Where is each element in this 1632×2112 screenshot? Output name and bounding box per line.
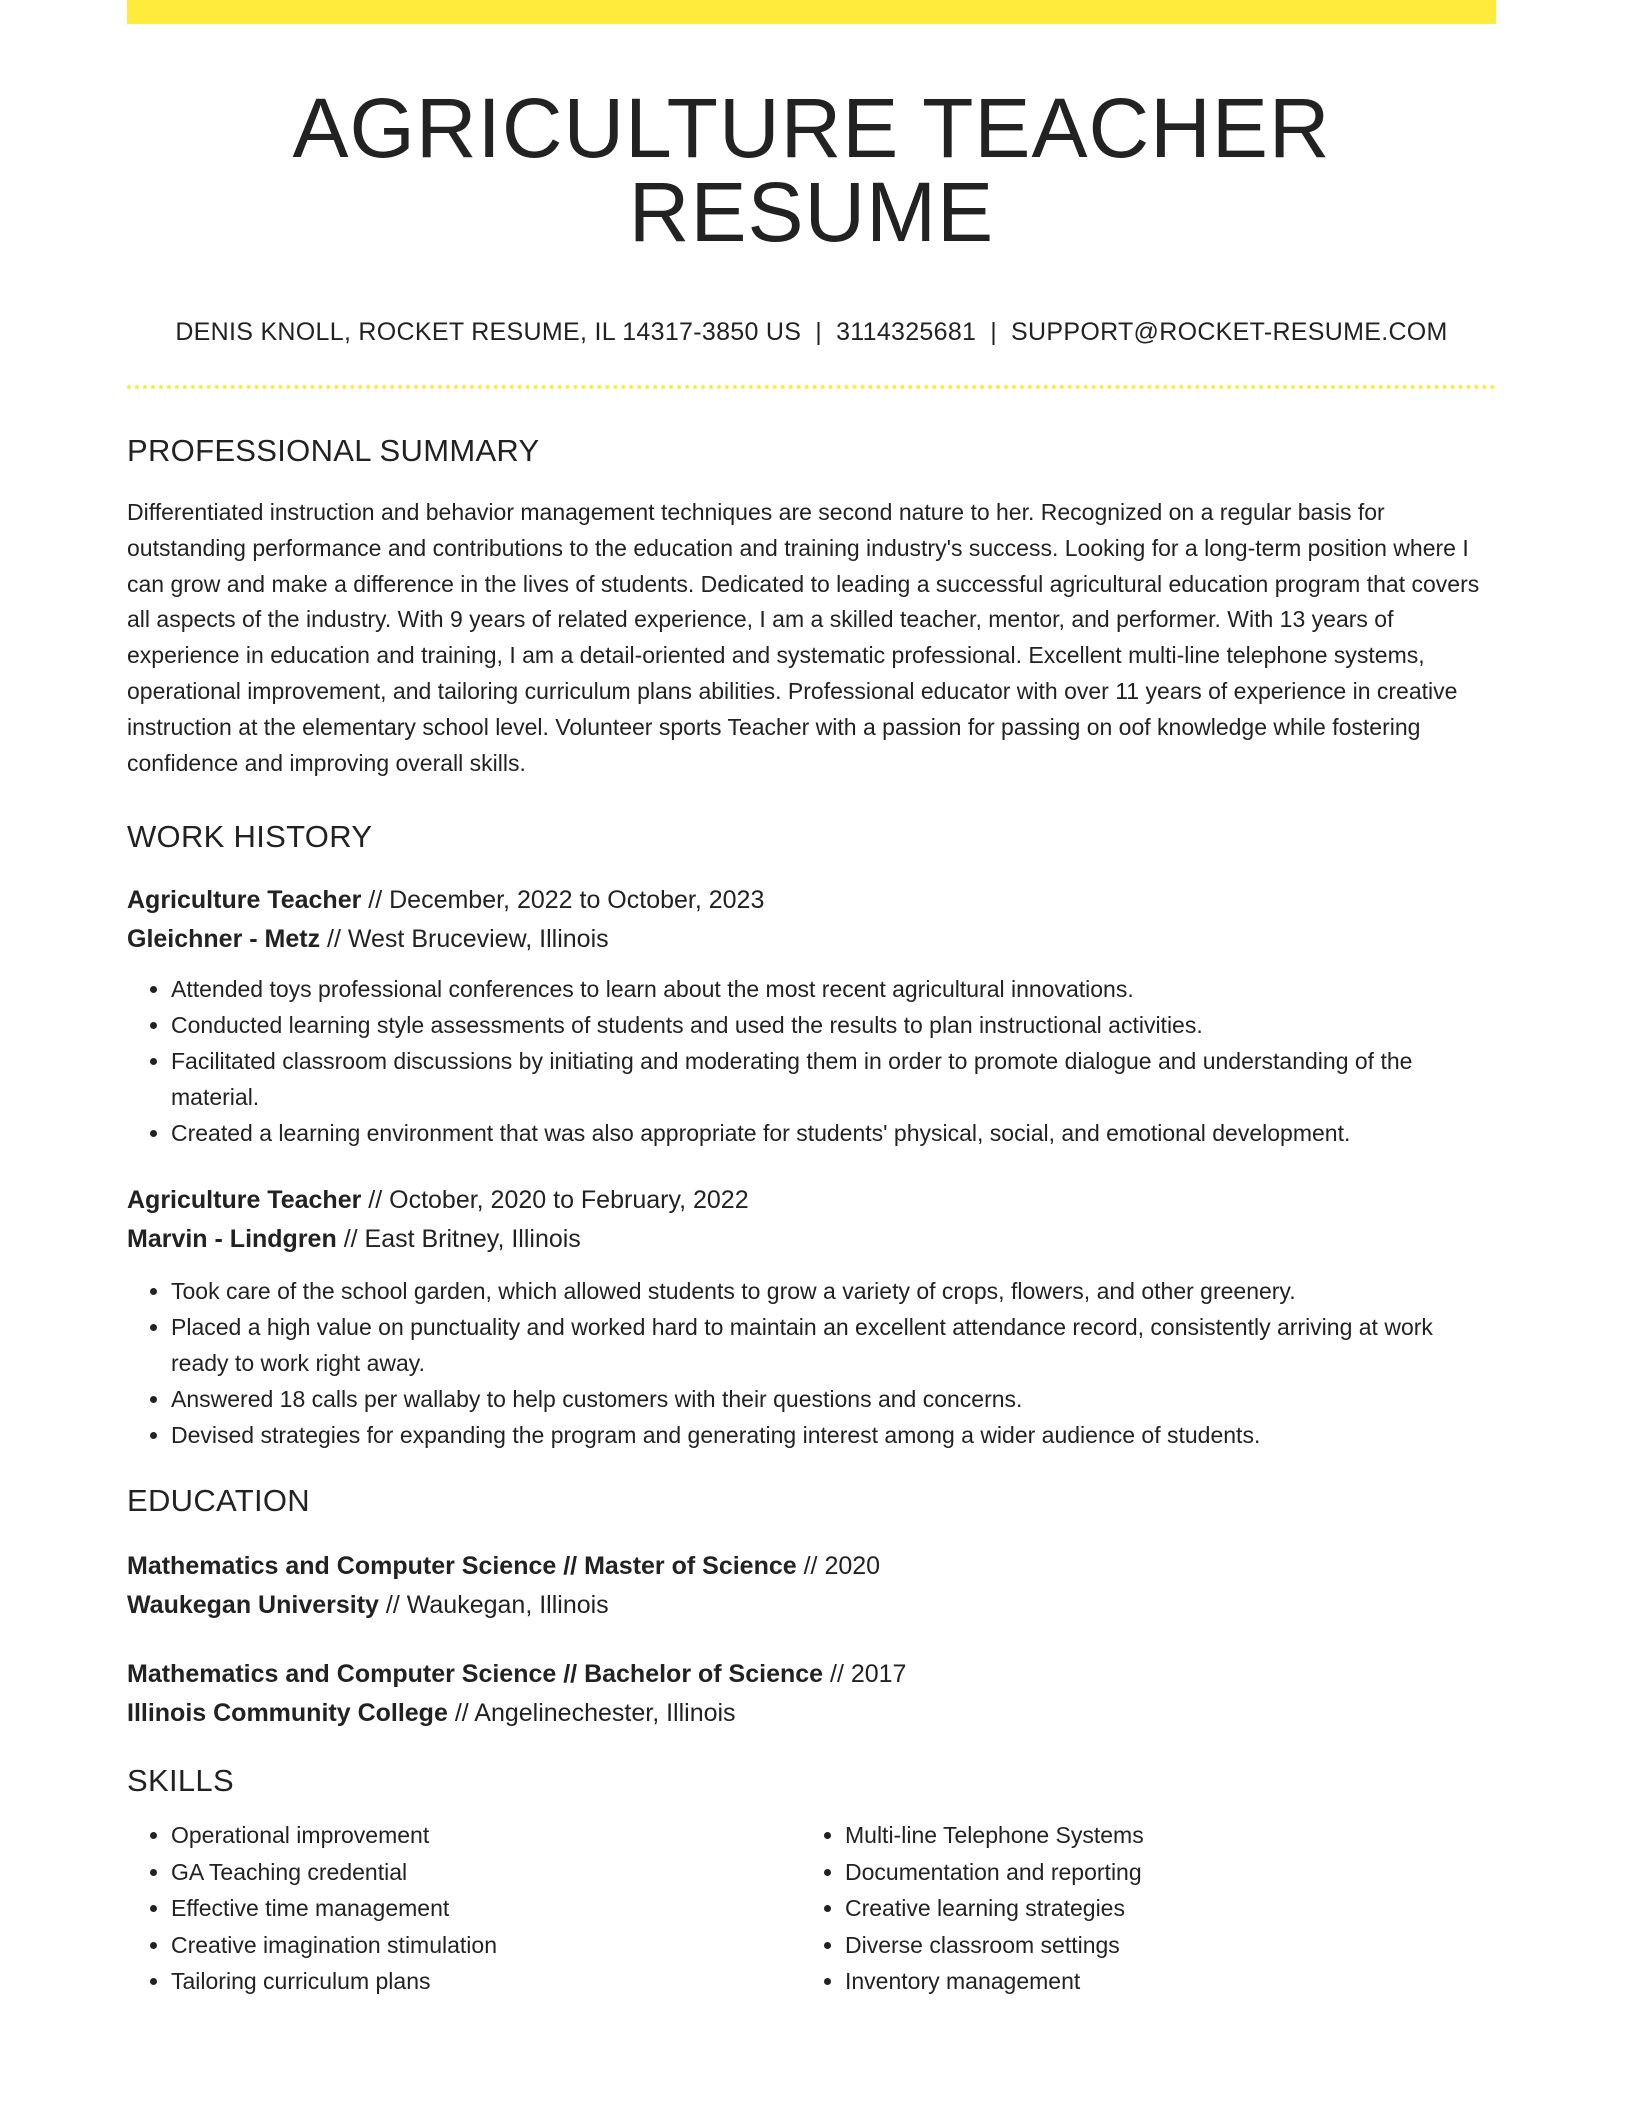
job-title: Agriculture Teacher xyxy=(127,886,362,915)
education-location: // Waukegan, Illinois xyxy=(385,1591,609,1620)
job-bullet: • Answered 18 calls per wallaby to help customers with their questions and concerns. xyxy=(171,1381,1496,1417)
skill-item: • Tailoring curriculum plans xyxy=(171,1963,801,1999)
job-bullet: • Attended toys professional conferences to learn about the most recent agricultural innovations. xyxy=(171,971,1496,1007)
job-entry xyxy=(127,1181,1496,1453)
contact-address: DENIS KNOLL, ROCKET RESUME, IL 14317-3850 US xyxy=(175,318,802,346)
summary-heading: PROFESSIONAL SUMMARY xyxy=(127,433,540,468)
job-bullet: • Created a learning environment that was also appropriate for students' physical, social, and emotional development. xyxy=(171,1115,1496,1151)
job-bullets xyxy=(127,971,1496,1151)
skill-item: • Multi-line Telephone Systems xyxy=(845,1817,1475,1853)
dotted-divider xyxy=(127,385,1496,389)
resume-page xyxy=(127,0,1496,1999)
skills-heading: SKILLS xyxy=(127,1763,234,1799)
job-bullet: • Facilitated classroom discussions by initiating and moderating them in order to promote dialogue and understanding of the material. xyxy=(171,1043,1496,1115)
contact-phone: 3114325681 xyxy=(836,318,977,346)
skills-list xyxy=(127,1817,801,1999)
skills-column-right xyxy=(801,1817,1475,1999)
job-dates: // December, 2022 to October, 2023 xyxy=(368,886,765,915)
contact-separator: | xyxy=(815,318,823,346)
job-entry xyxy=(127,881,1496,1151)
skill-item: • Effective time management xyxy=(171,1890,801,1926)
skill-item: • Diverse classroom settings xyxy=(845,1927,1475,1963)
job-title-line xyxy=(127,881,1496,920)
contact-email: SUPPORT@ROCKET-RESUME.COM xyxy=(1011,318,1448,346)
job-bullet: • Devised strategies for expanding the program and generating interest among a wider audience of students. xyxy=(171,1417,1496,1453)
skills-column-left xyxy=(127,1817,801,1999)
job-employer: Gleichner - Metz xyxy=(127,925,321,954)
job-employer-line xyxy=(127,1220,1496,1259)
education-location: // Angelinechester, Illinois xyxy=(454,1699,736,1728)
skill-item: • Documentation and reporting xyxy=(845,1854,1475,1890)
education-year: // 2017 xyxy=(830,1660,907,1689)
job-bullets xyxy=(127,1273,1496,1453)
education-entry xyxy=(127,1655,1496,1733)
job-bullet: • Conducted learning style assessments of students and used the results to plan instructional activities. xyxy=(171,1007,1496,1043)
job-location: // West Bruceview, Illinois xyxy=(327,925,609,954)
job-bullet: • Placed a high value on punctuality and worked hard to maintain an excellent attendance record, consistently arriving at work ready to work right away. xyxy=(171,1309,1496,1381)
skill-item: • GA Teaching credential xyxy=(171,1854,801,1890)
education-entry xyxy=(127,1547,1496,1625)
skills-grid xyxy=(127,1817,1496,1999)
job-location: // East Britney, Illinois xyxy=(343,1225,581,1254)
resume-title: AGRICULTURE TEACHER RESUME xyxy=(292,81,1331,259)
skill-item: • Operational improvement xyxy=(171,1817,801,1853)
job-dates: // October, 2020 to February, 2022 xyxy=(368,1186,749,1215)
job-title-line xyxy=(127,1181,1496,1220)
skill-item: • Creative imagination stimulation xyxy=(171,1927,801,1963)
education-degree-line xyxy=(127,1547,1496,1586)
education-heading: EDUCATION xyxy=(127,1483,310,1519)
job-employer: Marvin - Lindgren xyxy=(127,1225,337,1254)
education-school: Illinois Community College xyxy=(127,1699,448,1728)
education-school-line xyxy=(127,1694,1496,1733)
contact-line xyxy=(127,318,1496,347)
education-year: // 2020 xyxy=(803,1552,881,1581)
skills-list xyxy=(801,1817,1475,1999)
education-degree: Mathematics and Computer Science // Bachelor of Science xyxy=(127,1660,824,1689)
contact-separator: | xyxy=(990,318,998,346)
education-school-line xyxy=(127,1586,1496,1625)
skill-item: • Inventory management xyxy=(845,1963,1475,1999)
work-history-heading: WORK HISTORY xyxy=(127,819,373,855)
skill-item: • Creative learning strategies xyxy=(845,1890,1475,1926)
education-school: Waukegan University xyxy=(127,1591,379,1620)
education-degree-line xyxy=(127,1655,1496,1694)
summary-text: Differentiated instruction and behavior management techniques are second nature to her. Recognized on a regular basis for outstanding performance and contributions to the education and training industry's success. Looking for a long-term position where I can grow and make a difference in the lives of students. Dedicated to leading a successful agricultural education program that covers all aspects of the industry. With 9 years of related experience, I am a skilled teacher, mentor, and performer. With 13 years of experience in education and training, I am a detail-oriented and systematic professional. Excellent multi-line telephone systems, operational improvement, and tailoring curriculum plans abilities. Professional educator with over 11 years of experience in creative instruction at the elementary school level. Volunteer sports Teacher with a passion for passing on oof knowledge while fostering confidence and improving overall skills. xyxy=(127,499,1480,776)
job-employer-line xyxy=(127,920,1496,959)
job-title: Agriculture Teacher xyxy=(127,1186,362,1215)
job-bullet: • Took care of the school garden, which allowed students to grow a variety of crops, flowers, and other greenery. xyxy=(171,1273,1496,1309)
top-accent-bar xyxy=(127,0,1496,24)
education-degree: Mathematics and Computer Science // Master of Science xyxy=(127,1552,797,1581)
